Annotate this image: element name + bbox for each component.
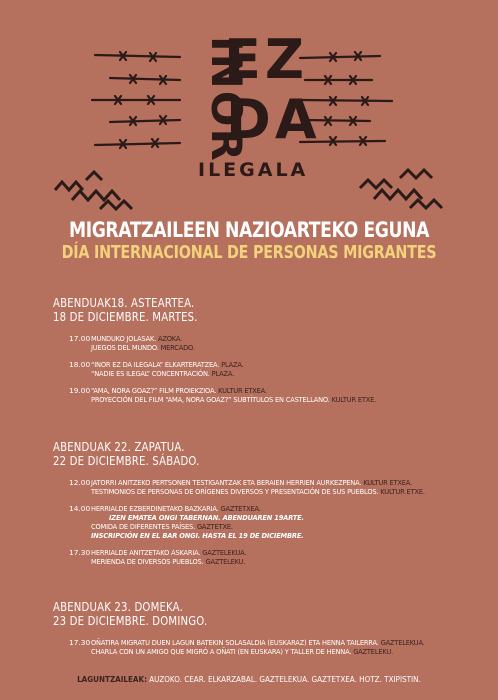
event-item [69, 478, 491, 496]
supporters-label: LAGUNTZAILEAK: [77, 675, 147, 684]
event-time: 14.00 [69, 504, 91, 513]
registration-note: INSCRIPCIÓN EN EL BAR ONGI. HASTA EL 19 DE DICIEMBRE. [91, 531, 304, 540]
event-item [69, 548, 491, 566]
day-heading-spanish: 23 DE DICIEMBRE. DOMINGO. [53, 613, 208, 628]
event-venue: GAZTELEKUA. [380, 638, 425, 647]
event-venue: GAZTELEKU. [205, 557, 246, 566]
supporters-names: AUZOKO. CEAR. ELKARZABAL. GAZTELEKUA. GAZTETXEA. HOTZ. TXIPISTIN. [149, 675, 421, 684]
event-list [69, 638, 491, 656]
zigzag-mountains-right-icon [360, 170, 442, 208]
event-item [69, 504, 491, 540]
day-section-2 [53, 440, 491, 574]
registration-note: IZEN EMATEA ONGI TABERNAN. ABENDUAREN 19ARTE. [109, 513, 304, 522]
event-text: “AMA, NORA GOAZ?” FILM PROIEKZIOA. [91, 386, 219, 395]
event-venue: KULTUR ETXEA. [363, 478, 412, 487]
event-text: HERRIALDE EZBERDINETAKO BAZKARIA. [91, 504, 221, 513]
day-heading-basque: ABENDUAK 22. ZAPATUA. [53, 439, 185, 454]
event-venue: MERCADO. [160, 343, 195, 352]
hero-word-inor: INOR [202, 36, 251, 163]
event-list [69, 478, 491, 566]
event-venue: KULTUR ETXE. [331, 395, 377, 404]
event-time: 18.00 [69, 360, 91, 369]
day-heading-spanish: 18 DE DICIEMBRE. MARTES. [53, 309, 198, 324]
event-venue: KULTUR ETXEA. [218, 386, 267, 395]
main-titles [0, 218, 498, 264]
event-text: OÑATIRA MIGRATU DUEN LAGUN BATEKIN SOLASALDIA (EUSKARAZ) ETA HENNA TAILERRA. [91, 638, 381, 647]
event-venue: GAZTELEKUA. [202, 548, 247, 557]
event-time: 12.00 [69, 478, 91, 487]
event-venue: AZOKA. [157, 334, 183, 343]
hero-word-ez: EZ [224, 28, 309, 91]
event-text: JATORRI ANITZEKO PERTSONEN TESTIGANTZAK ETA BERAIEN HERRIEN AURKEZPENA. [91, 478, 364, 487]
hero-word-da: DA [226, 88, 321, 151]
event-text: “INOR EZ DA ILEGALA” ELKARTERATZEA. [91, 360, 222, 369]
event-text: MERIENDA DE DIVERSOS PUEBLOS. [91, 557, 206, 566]
event-time: 19.00 [69, 386, 91, 395]
event-text: “NADIE ES ILEGAL” CONCENTRACIÓN. [91, 369, 212, 378]
zigzag-mountains-left-icon [55, 172, 132, 209]
day-section-3 [53, 600, 491, 664]
event-venue: KULTUR ETXE. [380, 487, 425, 496]
event-list [69, 334, 491, 404]
event-venue: GAZTETXE. [196, 522, 233, 531]
event-time: 17.30 [69, 548, 91, 557]
title-basque: MIGRATZAILEEN NAZIOARTEKO EGUNA [68, 218, 430, 242]
event-item [69, 386, 491, 404]
event-time: 17.00 [69, 334, 91, 343]
hero-word-ilegala: ILEGALA [198, 159, 309, 181]
event-time: 17.30 [69, 638, 91, 647]
day-heading-basque: ABENDUAK18. ASTEARTEA. [53, 295, 195, 310]
event-text: CHARLA CON UN AMIGO QUE MIGRÓ A OÑATI (EN EUSKARA) Y TALLER DE HENNA. [91, 647, 354, 656]
event-text: TESTIMONIOS DE PERSONAS DE ORÍGENES DIVERSOS Y PRESENTACIÓN DE SUS PUEBLOS. [91, 487, 381, 496]
title-spanish: DÍA INTERNACIONAL DE PERSONAS MIGRANTES [61, 243, 437, 263]
event-venue: PLAZA. [211, 369, 235, 378]
event-venue: GAZTELEKU. [353, 647, 394, 656]
event-text: HERRIALDE ANITZETAKO ASKARIA. [91, 548, 203, 557]
day-heading-spanish: 22 DE DICIEMBRE. SÁBADO. [53, 453, 200, 468]
event-venue: PLAZA. [221, 360, 244, 369]
day-heading-basque: ABENDUAK 23. DOMEKA. [53, 599, 183, 614]
header-artwork [0, 0, 498, 215]
event-item [69, 360, 491, 378]
event-item [69, 638, 491, 656]
day-section-1 [53, 296, 491, 412]
supporters-line [0, 675, 498, 684]
event-item [69, 334, 491, 352]
event-text: COMIDA DE DIFERENTES PAÍSES. [91, 522, 197, 531]
event-text: PROYECCIÓN DEL FILM “AMA, NORA GOAZ?” SUBTÍTULOS EN CASTELLANO. [91, 395, 332, 404]
event-text: MUNDUKO JOLASAK. [91, 334, 158, 343]
event-text: JUEGOS DEL MUNDO. [91, 343, 161, 352]
event-venue: GAZTETXEA. [220, 504, 261, 513]
